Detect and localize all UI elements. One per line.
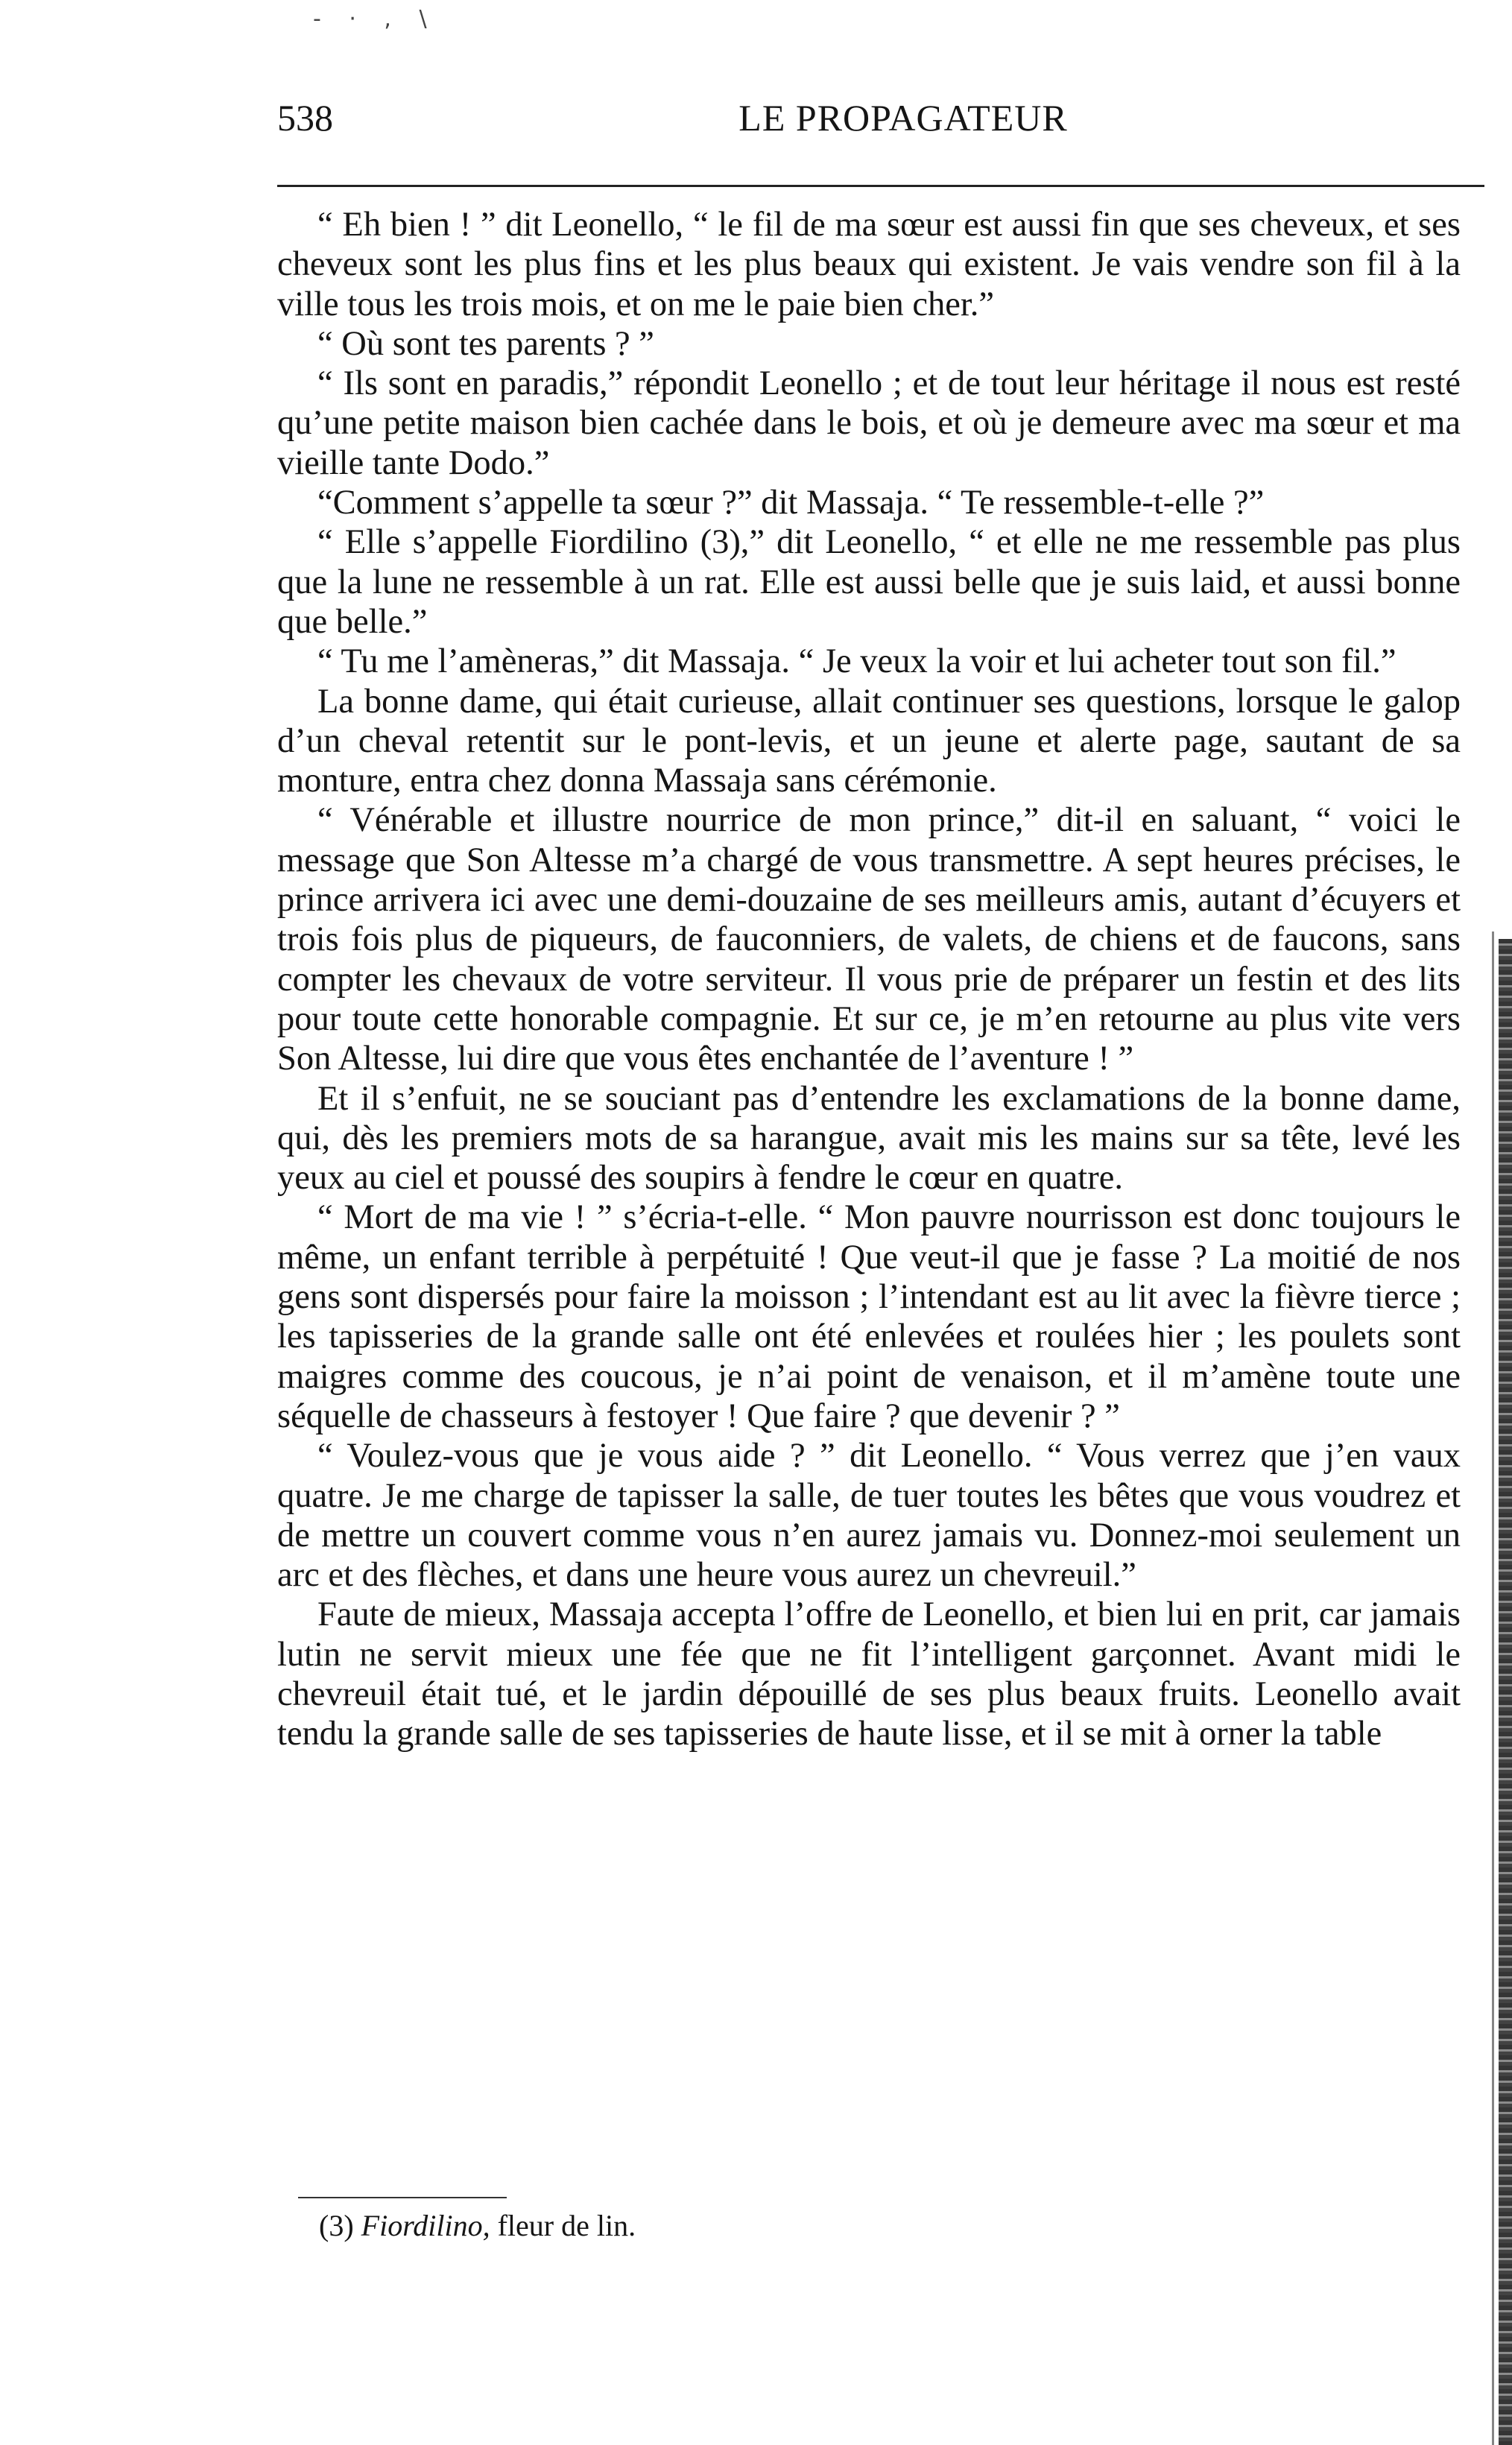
paragraph: “ Ils sont en paradis,” répondit Leonello ; et de tout leur héritage il nous est resté qu’une petite maison bien cachée dans le bois, et où je demeure avec ma sœur et ma vieille tante Dodo.”	[277, 364, 1461, 482]
paragraph: “ Vénérable et illustre nourrice de mon prince,” dit-il en saluant, “ voici le message que Son Altesse m’a chargé de vous transmettre. A sept heures précises, le prince arrivera ici avec une demi-douzaine de ses meilleurs amis, autant d’écuyers et trois fois plus de piqueurs, de fauconniers, de valets, de chiens et de faucons, sans compter les chevaux de votre serviteur. Il vous prie de préparer un festin et des lits pour toute cette honorable compagnie. Et sur ce, je m’en retourne au plus vite vers Son Altesse, lui dire que vous êtes enchantée de l’aventure ! ”	[277, 801, 1461, 1078]
footnote-term: Fiordilino,	[361, 2209, 490, 2242]
footnote	[319, 2207, 1213, 2245]
footnote-number: (3)	[319, 2209, 354, 2242]
paragraph: La bonne dame, qui était curieuse, allait continuer ses questions, lorsque le galop d’un cheval retentit sur le pont-levis, et un jeune et alerte page, sautant de sa monture, entra chez donna Massaja sans cérémonie.	[277, 682, 1461, 800]
page-number: 538	[277, 97, 333, 139]
scan-edge-line	[1492, 931, 1494, 2445]
footnote-rule	[298, 2197, 507, 2198]
paragraph: “ Mort de ma vie ! ” s’écria-t-elle. “ Mon pauvre nourrisson est donc toujours le même, un enfant terrible à perpétuité ! Que veut-il que je fasse ? La moitié de nos gens sont dispersés pour faire la moisson ; l’intendant est au lit avec la fièvre tierce ; les tapisseries de la grande salle ont été enlevées et roulées hier ; les poulets sont maigres comme des coucous, je n’ai point de venaison, et il m’amène toute une séquelle de chasseurs à festoyer ! Que faire ? que devenir ? ”	[277, 1198, 1461, 1435]
scan-artifact: - · , \	[313, 6, 437, 32]
paragraph: “ Elle s’appelle Fiordilino (3),” dit Leonello, “ et elle ne me ressemble pas plus que la lune ne ressemble à un rat. Elle est aussi belle que je suis laid, et aussi bonne que belle.”	[277, 523, 1461, 641]
paragraph: Et il s’enfuit, ne se souciant pas d’entendre les exclamations de la bonne dame, qui, dès les premiers mots de sa harangue, avait mis les mains sur sa tête, levé les yeux au ciel et poussé des soupirs à fendre le cœur en quatre.	[277, 1079, 1461, 1198]
page-header	[277, 95, 1484, 140]
scan-edge-shadow	[1499, 939, 1512, 2445]
paragraph: “ Eh bien ! ” dit Leonello, “ le fil de ma sœur est aussi fin que ses cheveux, et ses cheveux sont les plus fins et les plus beaux qui existent. Je vais vendre son fil à la ville tous les trois mois, et on me le paie bien cher.”	[277, 206, 1461, 323]
paragraph: Faute de mieux, Massaja accepta l’offre de Leonello, et bien lui en prit, car jamais lutin ne servit mieux une fée que ne fit l’intelligent garçonnet. Avant midi le chevreuil était tué, et le jardin dépouillé de ses plus beaux fruits. Leonello avait tendu la grande salle de ses tapisseries de haute lisse, et il se mit à orner la table	[277, 1595, 1461, 1753]
footnote-definition: fleur de lin.	[497, 2209, 636, 2242]
running-title: LE PROPAGATEUR	[738, 97, 1068, 139]
paragraph: “ Où sont tes parents ? ”	[317, 324, 654, 363]
paragraph: “ Voulez-vous que je vous aide ? ” dit Leonello. “ Vous verrez que j’en vaux quatre. Je me charge de tapisser la salle, de tuer toutes les bêtes que vous voudrez et de mettre un couvert comme vous n’en aurez jamais vu. Donnez-moi seulement un arc et des flèches, et dans une heure vous aurez un chevreuil.”	[277, 1437, 1461, 1595]
header-rule	[277, 185, 1484, 187]
paragraph: “Comment s’appelle ta sœur ?” dit Massaja. “ Te ressemble-t-elle ?”	[317, 484, 1265, 522]
body-text	[277, 205, 1461, 1754]
paragraph: “ Tu me l’amèneras,” dit Massaja. “ Je veux la voir et lui acheter tout son fil.”	[317, 642, 1396, 681]
